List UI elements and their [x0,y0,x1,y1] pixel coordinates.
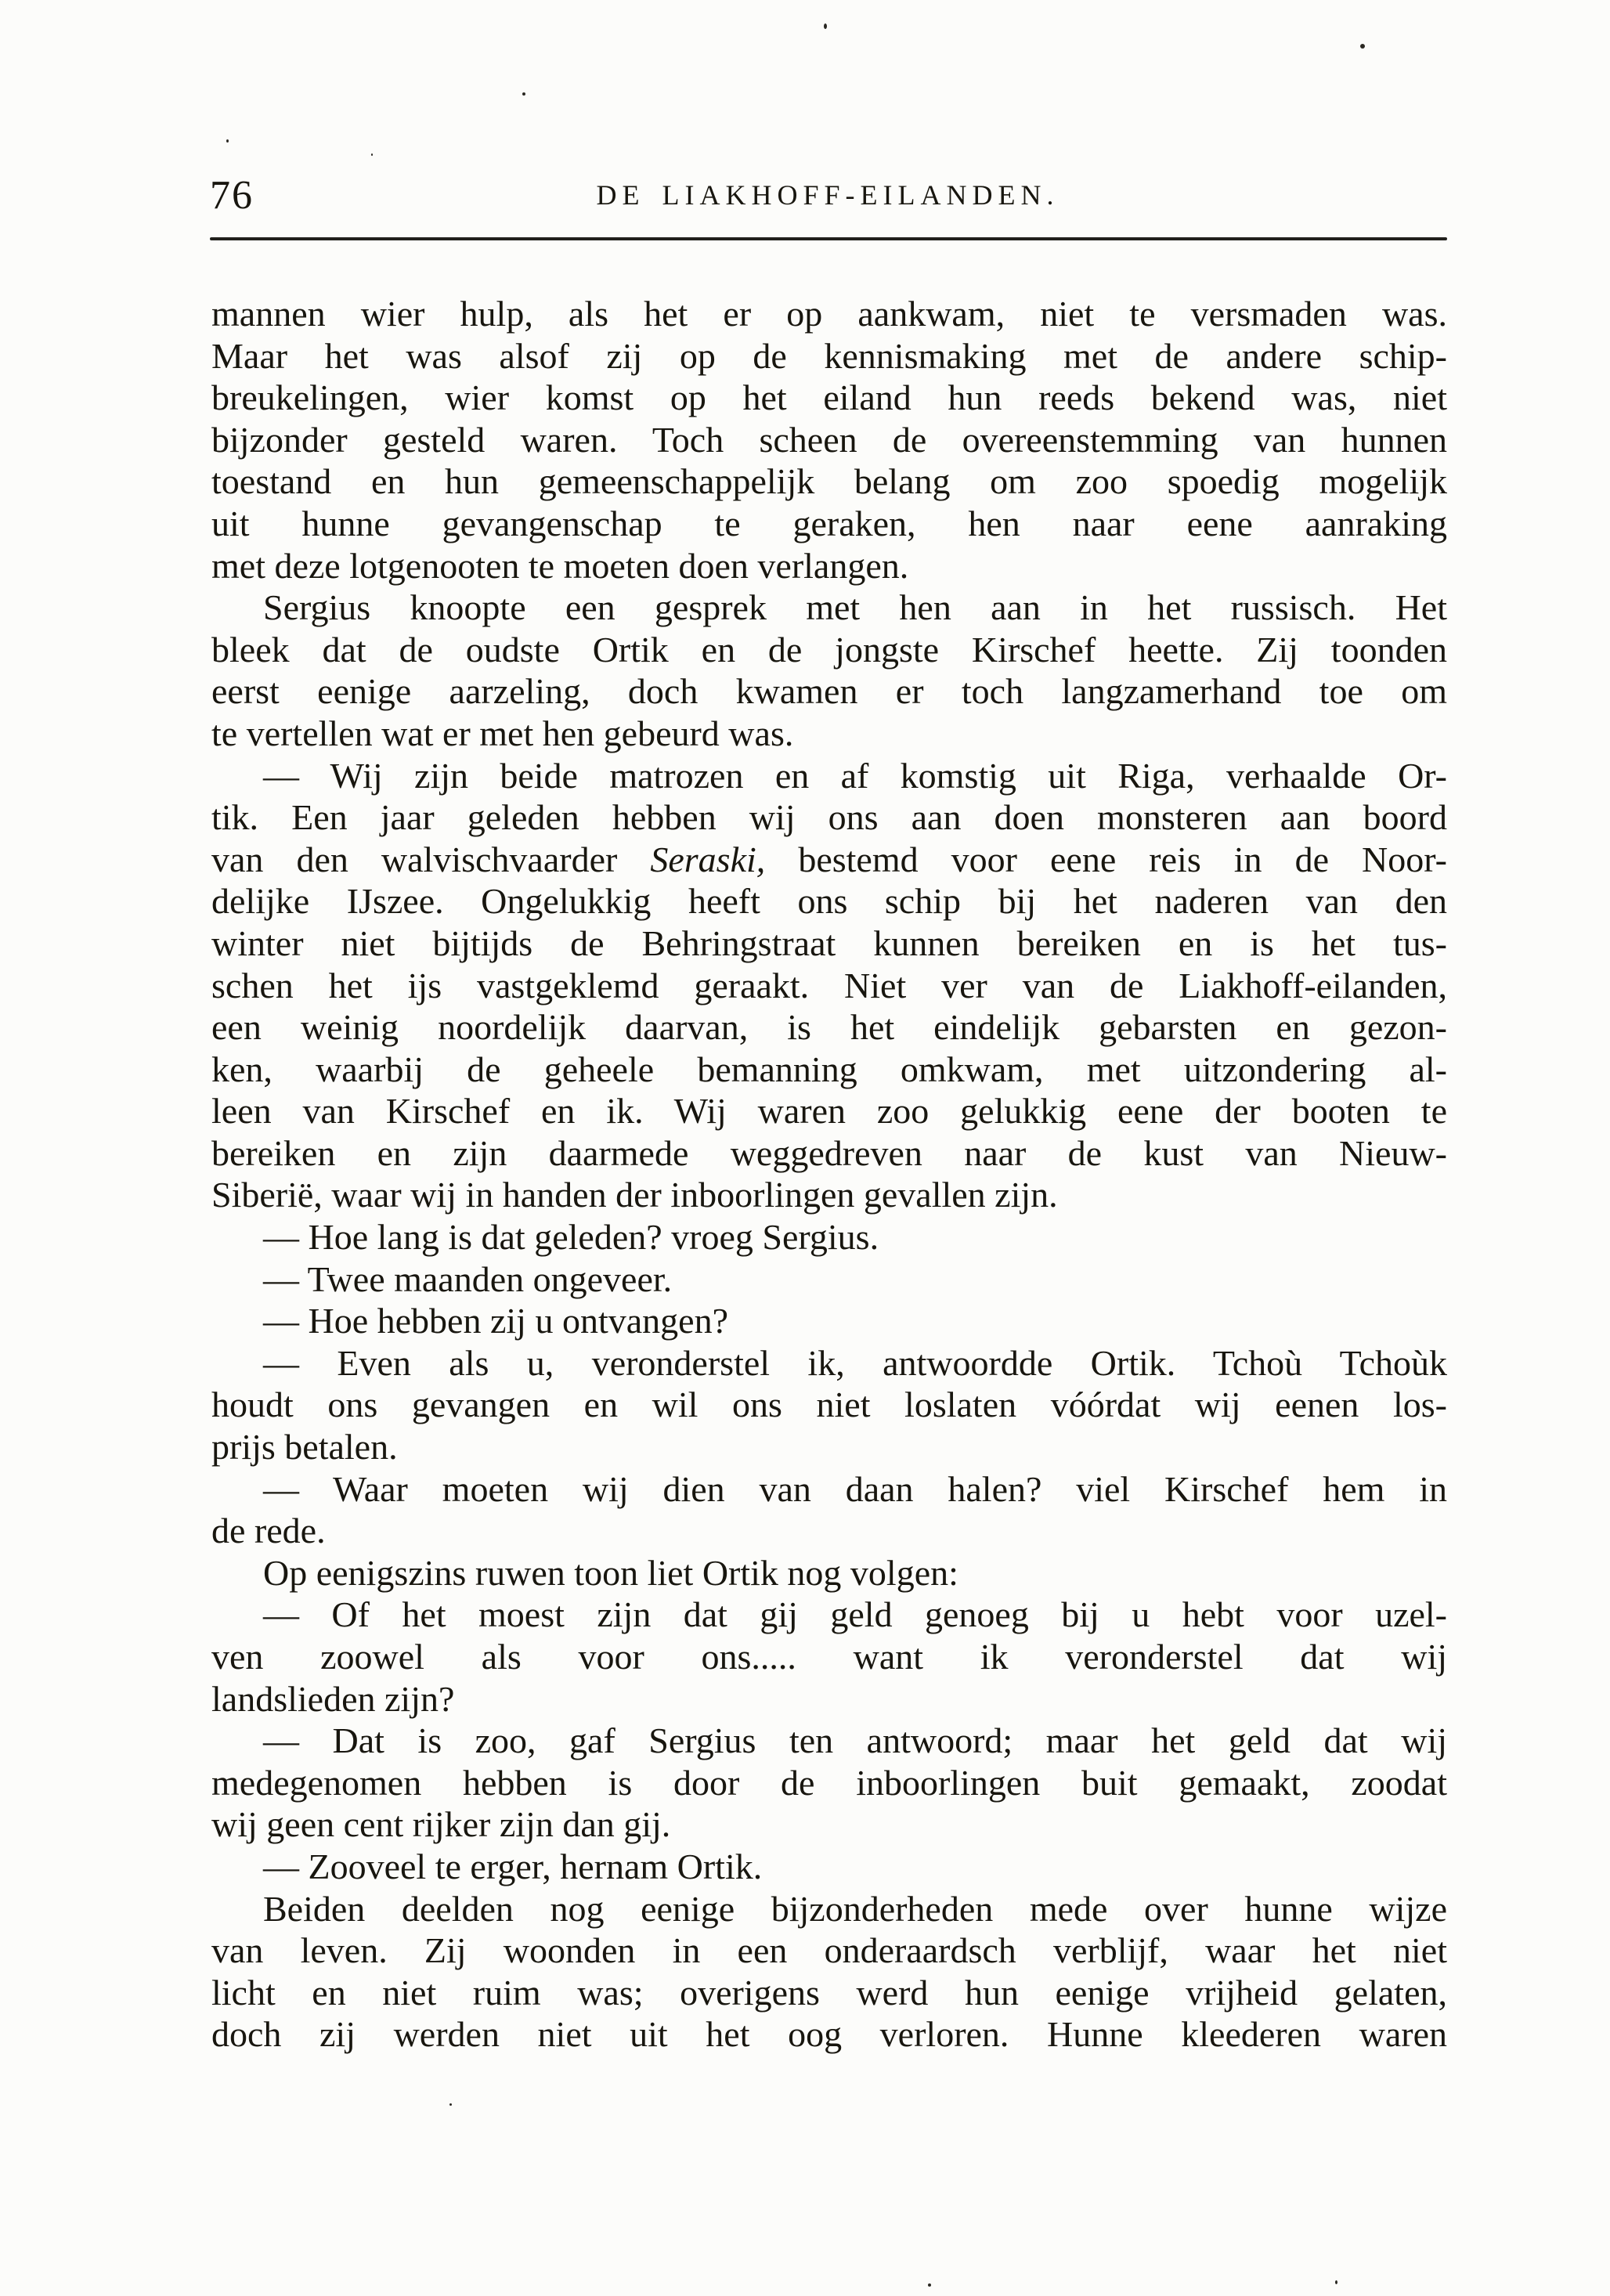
text-line: houdt ons gevangen en wil ons niet loslaten vóórdat wij eenen los- [211,1384,1447,1425]
text-line: te vertellen wat er met hen gebeurd was. [211,713,794,753]
text-line: mannen wier hulp, als het er op aankwam, niet te versmaden was. [211,294,1447,334]
text-line: — Twee maanden ongeveer. [263,1258,673,1299]
scan-speck [371,153,373,156]
text-line: doch zij werden niet uit het oog verloren. Hunne kleederen waren [211,2014,1447,2055]
scan-speck [1335,2280,1337,2284]
page-text [211,293,1447,2056]
scan-speck [1360,44,1365,49]
page-number: 76 [210,173,254,218]
text-line: Sergius knoopte een gesprek met hen aan in het russisch. Het [263,587,1447,628]
text-line: prijs betalen. [211,1427,398,1467]
text-line: leen van Kirschef en ik. Wij waren zoo gelukkig eene der booten te [211,1091,1447,1132]
text-line: — Zooveel te erger, hernam Ortik. [263,1846,763,1886]
scan-speck [522,92,525,96]
text-line: bleek dat de oudste Ortik en de jongste Kirschef heette. Zij toonden [211,629,1447,670]
text-line: — Hoe hebben zij u ontvangen? [263,1301,728,1341]
text-line: licht en niet ruim was; overigens werd hun eenige vrijheid gelaten, [211,1972,1447,2013]
page-header [208,166,1447,229]
text-line: — Wij zijn beide matrozen en af komstig uit Riga, verhaalde Or- [263,755,1447,796]
scan-speck [824,23,827,29]
scan-speck [928,2283,931,2287]
text-line: met deze lotgenooten te moeten doen verlangen. [211,545,909,586]
text-line: bijzonder gesteld waren. Toch scheen de overeenstemming van hunnen [211,419,1447,460]
text-line: Maar het was alsof zij op de kennismaking met de andere schip- [211,335,1447,376]
text-line: de rede. [211,1511,326,1551]
text-line: breukelingen, wier komst op het eiland hun reeds bekend was, niet [211,377,1447,418]
text-line: eerst eenige aarzeling, doch kwamen er toch langzamerhand toe om [211,671,1447,712]
text-line: bereiken en zijn daarmede weggedreven naar de kust van Nieuw- [211,1132,1447,1173]
text-line: wij geen cent rijker zijn dan gij. [211,1804,671,1845]
scan-speck [449,2103,452,2106]
text-line: Beiden deelden nog eenige bijzonderheden mede over hunne wijze [263,1888,1447,1929]
text-line: medegenomen hebben is door de inboorlingen buit gemaakt, zoodat [211,1762,1447,1803]
text-line: van den walvischvaarder Seraski, bestemd voor eene reis in de Noor- [211,839,1447,879]
text-line: ven zoowel als voor ons..... want ik veronderstel dat wij [211,1637,1447,1677]
text-line: uit hunne gevangenschap te geraken, hen naar eene aanraking [211,503,1447,543]
text-line: toestand en hun gemeenschappelijk belang om zoo spoedig mogelijk [211,461,1447,502]
text-line: ken, waarbij de geheele bemanning omkwam, met uitzondering al- [211,1049,1447,1089]
text-line: Siberië, waar wij in handen der inboorlingen gevallen zijn. [211,1175,1058,1215]
text-line: Op eenigszins ruwen toon liet Ortik nog volgen: [263,1552,958,1593]
running-title: DE LIAKHOFF-EILANDEN. [596,179,1059,211]
header-rule [210,237,1447,240]
text-line: een weinig noordelijk daarvan, is het eindelijk gebarsten en gezon- [211,1007,1447,1048]
text-line: schen het ijs vastgeklemd geraakt. Niet ver van de Liakhoff-eilanden, [211,965,1447,1005]
text-line: tik. Een jaar geleden hebben wij ons aan doen monsteren aan boord [211,797,1447,838]
text-line: — Of het moest zijn dat gij geld genoeg bij u hebt voor uzel- [263,1594,1447,1635]
text-line: — Hoe lang is dat geleden? vroeg Sergius. [263,1217,879,1258]
text-line: van leven. Zij woonden in een onderaardsch verblijf, waar het niet [211,1930,1447,1971]
text-line: delijke IJszee. Ongelukkig heeft ons schip bij het naderen van den [211,881,1447,922]
text-line: — Waar moeten wij dien van daan halen? viel Kirschef hem in [263,1468,1447,1509]
scan-speck [226,139,229,143]
ship-name-italic: Seraski, [650,839,766,879]
text-line: landslieden zijn? [211,1678,455,1719]
text-line: winter niet bijtijds de Behringstraat kunnen bereiken en is het tus- [211,922,1447,963]
text-line: — Dat is zoo, gaf Sergius ten antwoord; maar het geld dat wij [263,1720,1447,1761]
text-line: — Even als u, veronderstel ik, antwoordde Ortik. Tchoù Tchoùk [263,1342,1447,1383]
